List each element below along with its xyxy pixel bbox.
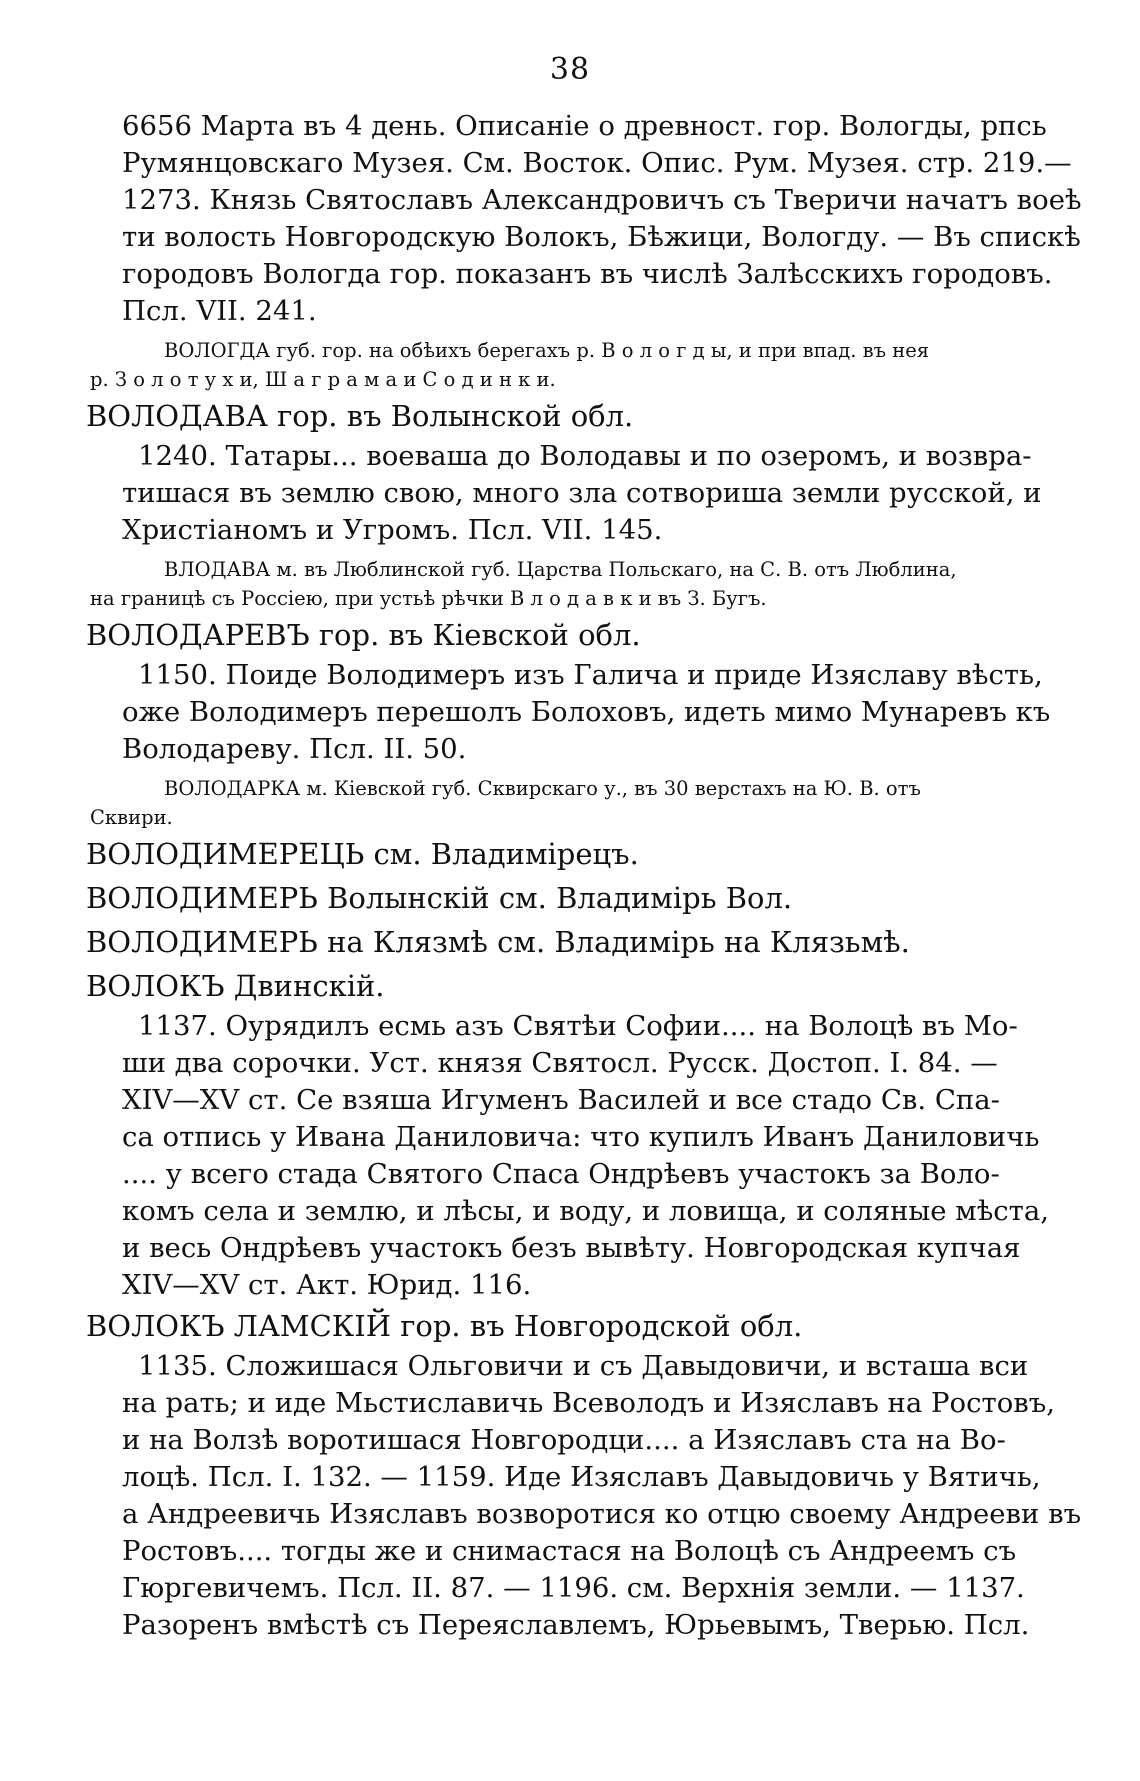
text-line: а Андреевичь Изяславъ возворотися ко отцю своему Андрееви въ bbox=[122, 1498, 1082, 1530]
entry-heading: ВОЛОКЪ Двинскій. bbox=[86, 969, 385, 1003]
entry-heading: ВОЛОДАВА гор. въ Волынской обл. bbox=[86, 399, 634, 433]
note-line: ВОЛОДАРКА м. Кіевской губ. Сквирскаго у., въ 30 верстахъ на Ю. В. отъ bbox=[164, 777, 921, 800]
text-line: Разоренъ вмѣстѣ съ Переяславлемъ, Юрьевымъ, Тверью. Псл. bbox=[122, 1609, 1030, 1641]
text-line: на рать; и иде Мьстиславичь Всеволодъ и Изяславъ на Ростовъ, bbox=[122, 1387, 1055, 1419]
text-line: 1137. Оурядилъ есмь азъ Святѣи Софии.... на Волоцѣ въ Мо- bbox=[138, 1010, 1018, 1042]
text-line: XIV—XV ст. Акт. Юрид. 116. bbox=[122, 1269, 532, 1301]
text-line: 6656 Марта въ 4 день. Описаніе о древност. гор. Вологды, рпсь bbox=[122, 110, 1047, 142]
page-text bbox=[86, 108, 1086, 1644]
text-line: 1135. Сложишася Ольговичи и съ Давыдовичи, и всташа вси bbox=[138, 1350, 1029, 1382]
entry-heading: ВОЛОДИМЕРЕЦЬ см. Владимірецъ. bbox=[86, 837, 639, 871]
text-line: ти волость Новгородскую Волокъ, Бѣжици, Вологду. — Въ спискѣ bbox=[122, 221, 1081, 253]
note-line: Сквири. bbox=[90, 806, 173, 829]
text-line: Володареву. Псл. II. 50. bbox=[122, 733, 467, 765]
text-line: са отпись у Ивана Даниловича: что купилъ Иванъ Даниловичь bbox=[122, 1121, 1040, 1153]
text-line: тишася въ землю свою, много зла сотвориша земли русской, и bbox=[122, 477, 1042, 509]
note-line: ВОЛОГДА губ. гор. на обѣихъ берегахъ р. В о л о г д ы, и при впад. въ нея bbox=[164, 339, 930, 362]
text-line: комъ села и землю, и лѣсы, и воду, и ловища, и соляные мѣста, bbox=[122, 1195, 1050, 1227]
text-line: и на Волзѣ воротишася Новгородци.... а Изяславъ ста на Во- bbox=[122, 1424, 1006, 1456]
entry-heading: ВОЛОКЪ ЛАМСКІЙ гор. въ Новгородской обл. bbox=[86, 1309, 803, 1343]
text-line: Румянцовскаго Музея. См. Восток. Опис. Рум. Музея. стр. 219.— bbox=[122, 147, 1072, 179]
text-line: 1273. Князь Святославъ Александровичъ съ Тверичи начатъ воеѣ bbox=[122, 184, 1082, 216]
text-line: Ростовъ.... тогды же и снимастася на Волоцѣ съ Андреемъ съ bbox=[122, 1535, 1017, 1567]
text-line: ши два сорочки. Уст. князя Святосл. Русск. Достоп. І. 84. — bbox=[122, 1047, 998, 1079]
text-line: Гюргевичемъ. Псл. II. 87. — 1196. см. Верхнія земли. — 1137. bbox=[122, 1572, 1025, 1604]
note-line: на границѣ съ Россіею, при устьѣ рѣчки В л о д а в к и въ З. Бугъ. bbox=[90, 587, 767, 610]
text-line: 1150. Поиде Володимеръ изъ Галича и приде Изяславу вѣсть, bbox=[138, 659, 1043, 691]
text-line: Христіаномъ и Угромъ. Псл. VII. 145. bbox=[122, 514, 663, 546]
text-line: и весь Ондрѣевъ участокъ безъ вывѣту. Новгородская купчая bbox=[122, 1232, 1021, 1264]
page-number: 38 bbox=[549, 52, 591, 87]
text-line: 1240. Татары... воеваша до Володавы и по озеромъ, и возвра- bbox=[138, 440, 1032, 472]
entry-heading: ВОЛОДАРЕВЪ гор. въ Кіевской обл. bbox=[86, 618, 641, 652]
text-line: городовъ Вологда гор. показанъ въ числѣ Залѣсскихъ городовъ. bbox=[122, 258, 1053, 290]
text-line: Псл. VII. 241. bbox=[122, 295, 317, 327]
text-line: XIV—XV ст. Се взяша Игуменъ Василей и все стадо Св. Спа- bbox=[122, 1084, 1000, 1116]
text-line: .... у всего стада Святого Спаса Ондрѣевъ участокъ за Воло- bbox=[122, 1158, 1000, 1190]
note-line: р. З о л о т у х и, Ш а г р а м а и С о д и н к и. bbox=[90, 368, 556, 391]
entry-heading: ВОЛОДИМЕРЬ на Клязмѣ см. Владимірь на Клязьмѣ. bbox=[86, 925, 910, 959]
text-line: оже Володимеръ перешолъ Болоховъ, идеть мимо Мунаревъ къ bbox=[122, 696, 1051, 728]
text-line: лоцѣ. Псл. І. 132. — 1159. Иде Изяславъ Давыдовичь у Вятичь, bbox=[122, 1461, 1041, 1493]
entry-heading: ВОЛОДИМЕРЬ Волынскій см. Владимірь Вол. bbox=[86, 881, 793, 915]
note-line: ВЛОДАВА м. въ Люблинской губ. Царства Польскаго, на С. В. отъ Люблина, bbox=[164, 558, 957, 581]
